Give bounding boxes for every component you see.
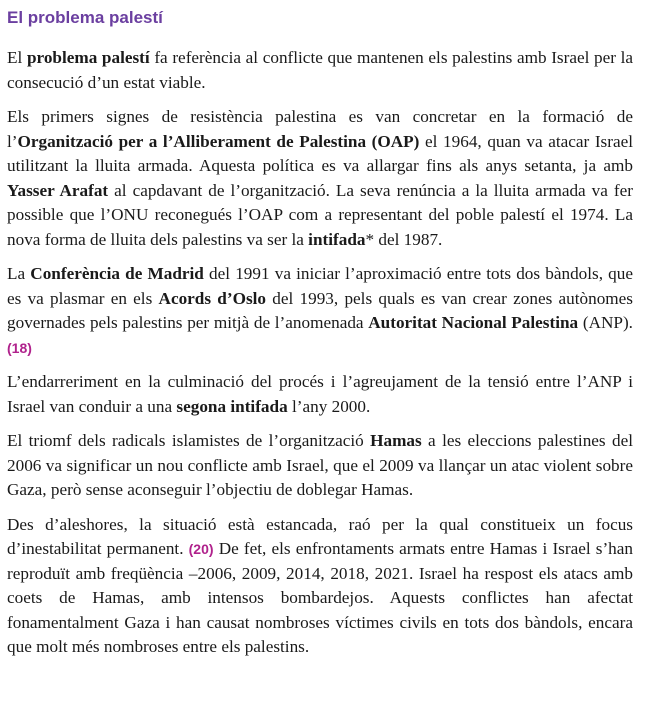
paragraph-1 [7,46,633,95]
bold-term: Acords d’Oslo [158,288,267,308]
text-segment: Els primers signes de resistència palestina es van concretar en la formació de l’ [7,107,633,151]
bold-term: Hamas [370,431,422,450]
figure-reference: (20) [188,541,214,557]
text-segment: el 1964, quan va atacar Israel utilitzant la lluita armada. Aquesta política es va allargar fins als anys setanta, ja amb [7,131,633,175]
bold-term: segona intifada [176,396,288,416]
text-segment: al capdavant de l’organització. La seva renúncia a la lluita armada va fer possible que l’ONU reconegués l’OAP com a representant del poble palestí el 1974. La nova forma de lluita dels palestins va ser la [7,180,633,249]
paragraph-3 [7,262,633,360]
text-segment: (ANP). [578,313,633,332]
text-segment: a les eleccions palestines del 2006 va significar un nou conflicte amb Israel, que el 2009 va llançar un atac violent sobre Gaza, però sense aconseguir l’objectiu de doblegar Hamas. [7,431,633,499]
bold-term: Yasser Arafat [7,180,109,200]
bold-term: intifada [308,229,366,249]
text-segment: La [7,264,31,283]
paragraph-6 [7,513,633,660]
bold-term: Organització per a l’Alliberament de Palestina (OAP) [17,131,420,151]
text-segment: De fet, els enfrontaments armats entre Hamas i Israel s’han reproduït amb freqüència –2006, 2009, 2014, 2018, 2021. Israel ha respost els atacs amb coets de Hamas, amb intensos bombardejos. Aquests conflictes han afectat fonamentalment Gaza i han causat nombroses víctimes civils en tots dos bàndols, encara que molt més nombroses entre els palestins. [7,539,633,656]
text-segment: l’any 2000. [287,396,371,416]
text-segment: * del 1987. [365,229,443,249]
text-segment: Des d’aleshores, la situació està estancada, raó per la qual constitueix un focus d’inestabilitat permanent. [7,514,633,558]
paragraph-4 [7,370,633,419]
text-segment: L’endarreriment en la culminació del procés i l’agreujament de la tensió entre l’ANP i Israel van conduir a una [7,372,633,416]
paragraph-2 [7,105,633,252]
text-segment: del 1991 va iniciar l’aproximació entre tots dos bàndols, que es va plasmar en els [7,264,633,308]
document-page [7,6,633,670]
text-segment: fa referència al conflicte que mantenen els palestins amb Israel per la consecució d’un estat viable. [7,48,634,92]
bold-term: Autoritat Nacional Palestina [368,313,579,332]
figure-reference: (18) [7,339,32,356]
text-segment: El [7,48,27,67]
bold-term: problema palestí [26,48,150,67]
paragraph-5 [7,429,633,503]
section-title: El problema palestí [7,8,163,27]
bold-term: Conferència de Madrid [30,264,204,283]
text-segment: del 1993, pels quals es van crear zones autònomes governades pels palestins per mitjà de l’anomenada [7,288,633,332]
text-segment: El triomf dels radicals islamistes de l’organització [7,431,371,450]
